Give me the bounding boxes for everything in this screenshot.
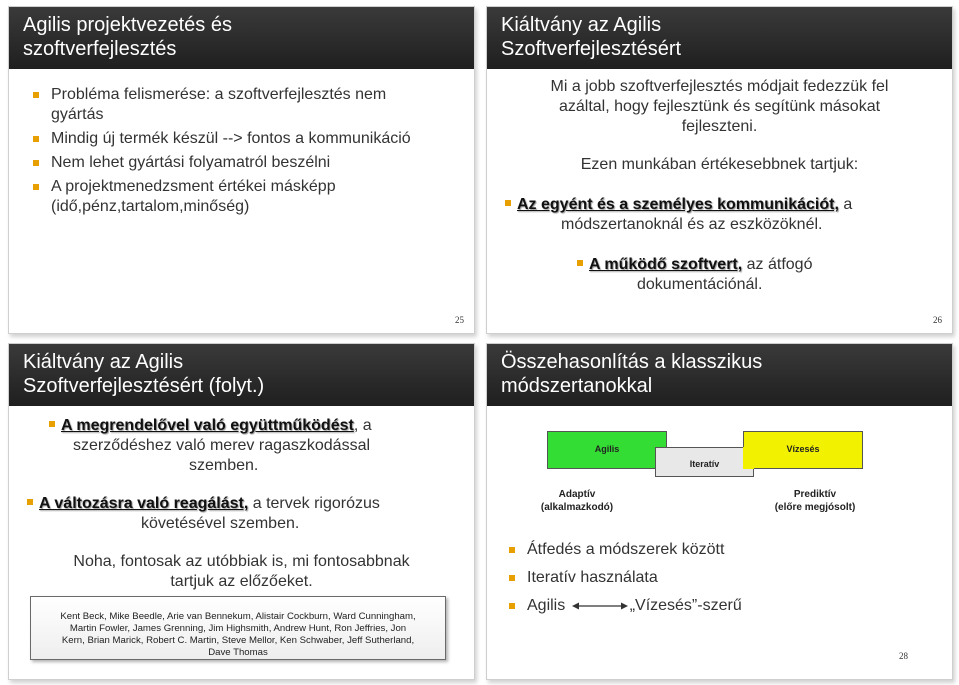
list-item: Mindig új termék készül --> fontos a kommunikáció — [31, 129, 431, 149]
slide-title-line2: Szoftverfejlesztésért (folyt.) — [23, 375, 265, 397]
slide-25 — [8, 6, 475, 334]
slide-title-line1: Kiáltvány az Agilis — [23, 351, 184, 373]
manifesto-item-4: A változásra való reagálást, a tervek rigorózus követésével szemben. — [27, 494, 467, 534]
bullet-square-icon — [509, 575, 515, 581]
slide-title-line2: Szoftverfejlesztésért — [501, 38, 682, 60]
page-number: 28 — [899, 651, 908, 661]
slide-title-line1: Agilis projektvezetés és — [23, 14, 232, 36]
manifesto-item-3: A megrendelővel való együttműködést, a szerződéshez való merev ragaszkodással szemben. — [49, 416, 469, 476]
bullet-square-icon — [33, 184, 39, 190]
predictive-label: Prediktív (előre megjósolt) — [774, 489, 856, 513]
manifesto-item-1: Az egyént és a személyes kommunikációt, a módszertanoknál és az eszközöknél. — [505, 195, 945, 235]
bullet-square-icon — [27, 499, 33, 505]
bullet-square-icon — [577, 260, 583, 266]
slide-title-bar — [9, 7, 474, 69]
slide-title-bar — [9, 344, 474, 406]
list-item: Probléma felismerése: a szoftverfejlesztés nem gyártás — [31, 85, 431, 125]
bullet-square-icon — [505, 200, 511, 206]
page-number: 26 — [933, 315, 942, 325]
slide-title-bar — [487, 7, 952, 69]
slide-28 — [486, 343, 953, 680]
slide-title-line2: módszertanokkal — [501, 375, 653, 397]
list-item: Átfedés a módszerek között — [507, 540, 927, 560]
slide-title-line1: Összehasonlítás a klasszikus — [501, 351, 763, 373]
manifesto-item-2: A működő szoftvert, az átfogó dokumentációnál. — [577, 255, 877, 295]
vizeses-box: Vízesés — [743, 431, 863, 469]
bullet-list — [31, 85, 431, 217]
list-item: A projektmenedzsment értékei másképp (idő,pénz,tartalom,minőség) — [31, 177, 431, 217]
double-arrow-icon — [572, 601, 628, 611]
value-statement: Ezen munkában értékesebbnek tartjuk: — [580, 156, 859, 173]
bullet-square-icon — [33, 136, 39, 142]
slide-title-line2: szoftverfejlesztés — [23, 38, 177, 60]
slide-title-bar — [487, 344, 952, 406]
note-text: Noha, fontosak az utóbbiak is, mi fontosabbnak tartjuk az előzőeket. — [73, 553, 410, 590]
bullet-square-icon — [509, 603, 515, 609]
page-number: 25 — [455, 315, 464, 325]
signatories-box: Kent Beck, Mike Beedle, Arie van Bennekum, Alistair Cockburn, Ward Cunningham, Martin Fowler, James Grenning, Jim Highsmith, Andrew Hunt, Ron Jeffries, Jon Kern, Brian Marick, Robert C. Martin, Steve Mellor, Ken Schwaber, Jeff Sutherland, Dave Thomas — [30, 596, 446, 660]
adaptive-label: Adaptív (alkalmazkodó) — [540, 489, 614, 513]
vizeses-overlap — [743, 447, 754, 469]
list-item: Nem lehet gyártási folyamatról beszélni — [31, 153, 431, 173]
list-item: Iteratív használata — [507, 568, 927, 588]
bullet-square-icon — [49, 421, 55, 427]
slide-title-line1: Kiáltvány az Agilis — [501, 14, 662, 36]
bullet-square-icon — [33, 92, 39, 98]
slide-26 — [486, 6, 953, 334]
agilis-box: Agilis — [547, 431, 667, 469]
iterativ-box: Iteratív — [655, 447, 754, 477]
bullet-list — [507, 540, 927, 616]
bullet-square-icon — [33, 160, 39, 166]
intro-text: Mi a jobb szoftverfejlesztés módjait fedezzük fel azáltal, hogy fejlesztünk és segítünk másokat fejleszteni. — [550, 78, 889, 135]
bullet-square-icon — [509, 547, 515, 553]
list-item: Agilis „Vízesés”-szerű — [507, 596, 927, 616]
